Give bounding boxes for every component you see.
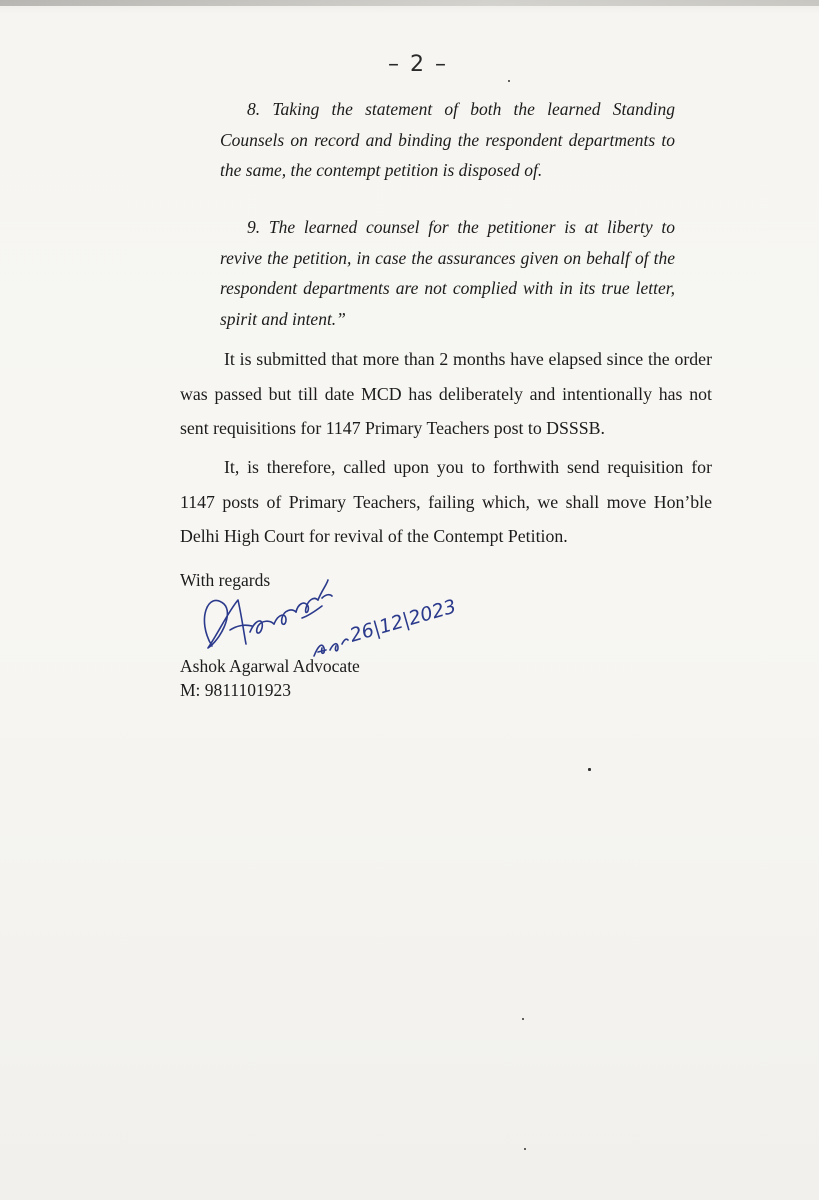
signatory-mobile: M: 9811101923 — [180, 680, 291, 700]
signatory-name: Ashok Agarwal Advocate — [180, 656, 360, 676]
body-paragraph-demand: It, is therefore, called upon you to forthwith send requisition for 1147 posts of Primary Teachers, failing which, we shall move Hon’ble Delhi High Court for revival of the Contempt Petition. — [180, 457, 712, 546]
svg-text:26|12|2023: 26|12|2023 — [347, 595, 459, 647]
page-number: – 2 – — [388, 52, 448, 77]
quoted-paragraph-8: 8. Taking the statement of both the learned Standing Counsels on record and binding the respondent departments to the same, the contempt petition is disposed of. — [220, 99, 675, 180]
closing-regards: With regards — [180, 570, 271, 590]
body-paragraph-submission: It is submitted that more than 2 months have elapsed since the order was passed but till date MCD has deliberately and intentionally has not sent requisitions for 1147 Primary Teachers post to DSSSB. — [180, 349, 712, 438]
paper-speck — [508, 80, 510, 82]
page-top-edge-shadow — [0, 0, 819, 6]
paper-speck — [588, 768, 591, 771]
quoted-paragraph-9: 9. The learned counsel for the petitioner is at liberty to revive the petition, in case the assurances given on behalf of the respondent departments are not complied with in its true letter, spirit and intent.” — [220, 217, 675, 329]
paper-speck — [524, 1148, 526, 1150]
paper-speck — [522, 1018, 524, 1020]
